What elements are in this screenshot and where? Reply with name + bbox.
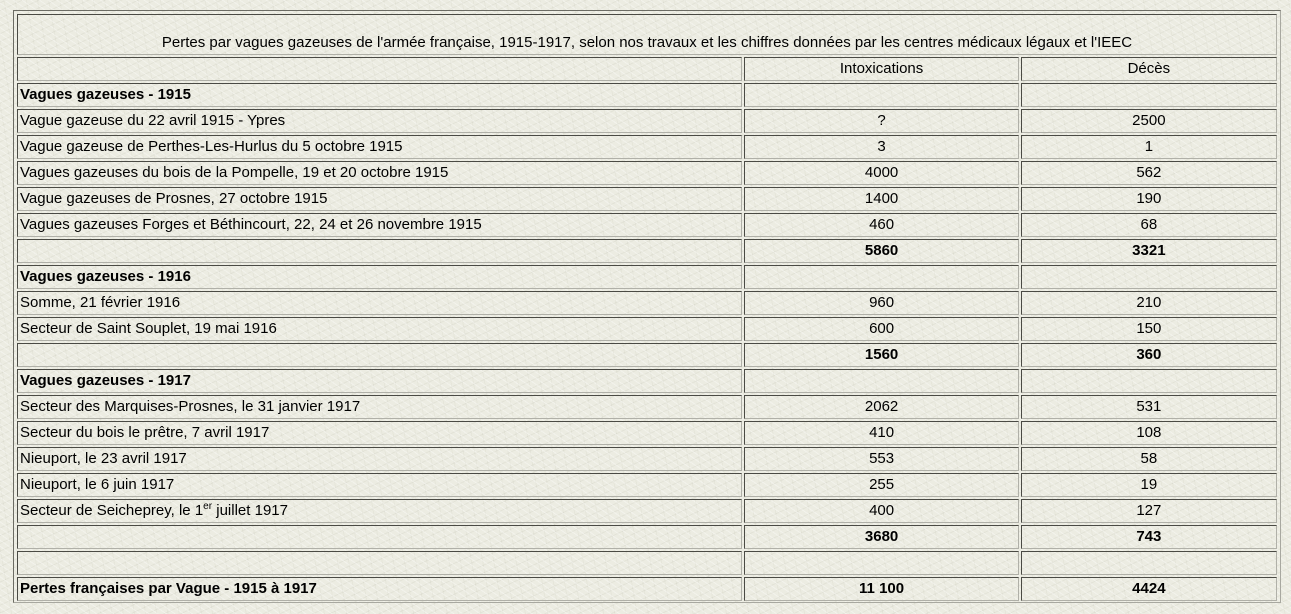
subtotal-row-1916 — [17, 343, 1277, 367]
losses-table — [15, 12, 1279, 603]
row-label: Nieuport, le 23 avril 1917 — [17, 447, 742, 471]
row-label-pre: Secteur de Seicheprey, le 1 — [20, 502, 204, 519]
row-deces: 562 — [1021, 161, 1277, 185]
row-intox: 2062 — [744, 395, 1018, 419]
empty-cell — [1021, 265, 1277, 289]
empty-cell — [17, 239, 742, 263]
row-label: Nieuport, le 6 juin 1917 — [17, 473, 742, 497]
table-row — [17, 213, 1277, 237]
table-row — [17, 317, 1277, 341]
row-intox: 400 — [744, 499, 1018, 523]
subtotal-deces: 743 — [1021, 525, 1277, 549]
spacer-row — [17, 551, 1277, 575]
grand-total-deces: 4424 — [1021, 577, 1277, 601]
row-intox: 600 — [744, 317, 1018, 341]
row-intox: 1400 — [744, 187, 1018, 211]
subtotal-intox: 5860 — [744, 239, 1018, 263]
row-intox: 3 — [744, 135, 1018, 159]
subtotal-deces: 3321 — [1021, 239, 1277, 263]
subtotal-intox: 3680 — [744, 525, 1018, 549]
subtotal-deces: 360 — [1021, 343, 1277, 367]
row-label: Vague gazeuses de Prosnes, 27 octobre 1915 — [17, 187, 742, 211]
row-deces: 68 — [1021, 213, 1277, 237]
grand-total-label: Pertes françaises par Vague - 1915 à 1917 — [17, 577, 742, 601]
empty-cell — [744, 369, 1018, 393]
row-deces: 190 — [1021, 187, 1277, 211]
row-label-sup: er — [203, 501, 213, 512]
empty-cell — [1021, 551, 1277, 575]
row-deces: 108 — [1021, 421, 1277, 445]
table-row — [17, 395, 1277, 419]
subtotal-row-1915 — [17, 239, 1277, 263]
section-title: Vagues gazeuses - 1915 — [17, 83, 742, 107]
table-row — [17, 473, 1277, 497]
row-intox: 460 — [744, 213, 1018, 237]
table-frame — [13, 10, 1281, 603]
row-label: Vagues gazeuses Forges et Béthincourt, 22, 24 et 26 novembre 1915 — [17, 213, 742, 237]
subtotal-intox: 1560 — [744, 343, 1018, 367]
section-title: Vagues gazeuses - 1917 — [17, 369, 742, 393]
header-deces: Décès — [1021, 57, 1277, 81]
row-deces: 58 — [1021, 447, 1277, 471]
grand-total-intox: 11 100 — [744, 577, 1018, 601]
header-row — [17, 57, 1277, 81]
row-label: Secteur des Marquises-Prosnes, le 31 janvier 1917 — [17, 395, 742, 419]
empty-cell — [17, 525, 742, 549]
table-row — [17, 187, 1277, 211]
section-title: Vagues gazeuses - 1916 — [17, 265, 742, 289]
row-label-post: juillet 1917 — [212, 502, 288, 519]
empty-cell — [17, 551, 742, 575]
row-label: Secteur du bois le prêtre, 7 avril 1917 — [17, 421, 742, 445]
row-label: Secteur de Saint Souplet, 19 mai 1916 — [17, 317, 742, 341]
empty-cell — [17, 343, 742, 367]
empty-cell — [744, 265, 1018, 289]
row-intox: 410 — [744, 421, 1018, 445]
row-label: Vague gazeuse du 22 avril 1915 - Ypres — [17, 109, 742, 133]
section-row-1917 — [17, 369, 1277, 393]
grand-total-row — [17, 577, 1277, 601]
row-deces: 150 — [1021, 317, 1277, 341]
empty-cell — [744, 83, 1018, 107]
table-row — [17, 109, 1277, 133]
header-intoxications: Intoxications — [744, 57, 1018, 81]
empty-cell — [1021, 83, 1277, 107]
row-label — [17, 499, 742, 523]
table-row — [17, 161, 1277, 185]
caption-row — [17, 14, 1277, 55]
table-row — [17, 447, 1277, 471]
row-label: Vagues gazeuses du bois de la Pompelle, 19 et 20 octobre 1915 — [17, 161, 742, 185]
table-row — [17, 135, 1277, 159]
table-row — [17, 421, 1277, 445]
row-intox: ? — [744, 109, 1018, 133]
row-label: Somme, 21 février 1916 — [17, 291, 742, 315]
header-empty — [17, 57, 742, 81]
row-label: Vague gazeuse de Perthes-Les-Hurlus du 5 octobre 1915 — [17, 135, 742, 159]
section-row-1915 — [17, 83, 1277, 107]
empty-cell — [1021, 369, 1277, 393]
section-row-1916 — [17, 265, 1277, 289]
row-deces: 210 — [1021, 291, 1277, 315]
row-deces: 2500 — [1021, 109, 1277, 133]
row-deces: 19 — [1021, 473, 1277, 497]
table-caption: Pertes par vagues gazeuses de l'armée française, 1915-1917, selon nos travaux et les chiffres données par les centres médicaux légaux et l'IEEC — [17, 14, 1277, 55]
table-row — [17, 291, 1277, 315]
row-intox: 4000 — [744, 161, 1018, 185]
row-intox: 960 — [744, 291, 1018, 315]
row-deces: 1 — [1021, 135, 1277, 159]
empty-cell — [744, 551, 1018, 575]
row-intox: 255 — [744, 473, 1018, 497]
subtotal-row-1917 — [17, 525, 1277, 549]
row-intox: 553 — [744, 447, 1018, 471]
row-deces: 531 — [1021, 395, 1277, 419]
row-deces: 127 — [1021, 499, 1277, 523]
table-row — [17, 499, 1277, 523]
